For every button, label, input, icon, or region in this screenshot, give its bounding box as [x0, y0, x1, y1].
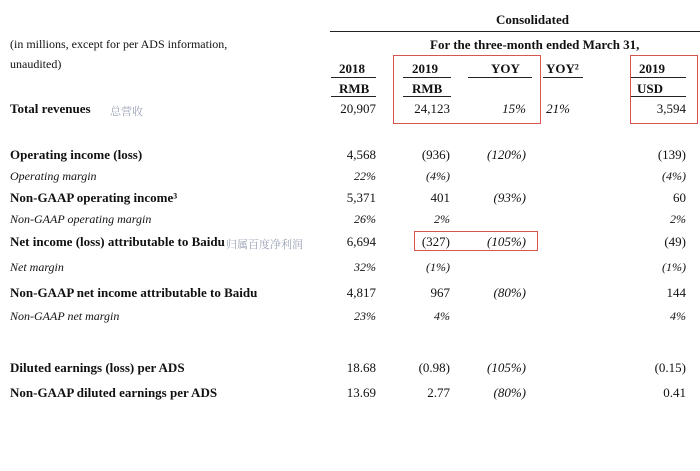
units-note-line1: (in millions, except for per ADS information, — [10, 37, 228, 51]
period-title: For the three-month ended March 31, — [430, 37, 640, 52]
cell-2018: 32% — [354, 260, 376, 274]
cell-2019: 2.77 — [427, 385, 450, 400]
cell-usd: (1%) — [662, 260, 686, 274]
cell-usd: 2% — [670, 212, 686, 226]
row-label-net-margin: Net margin — [10, 260, 64, 274]
cell-2018: 22% — [354, 169, 376, 183]
cell-yoy: (105%) — [487, 360, 526, 375]
col-yoy2: YOY² — [546, 61, 579, 76]
col-2019-currency: RMB — [412, 81, 443, 96]
underline-2018 — [331, 77, 376, 78]
cell-usd: (49) — [664, 234, 686, 249]
cell-2019: 4% — [434, 309, 450, 323]
cell-yoy: (80%) — [493, 385, 526, 400]
cell-usd: 60 — [673, 190, 686, 205]
cell-yoy: (80%) — [493, 285, 526, 300]
cell-usd: 0.41 — [663, 385, 686, 400]
col-usd-year: 2019 — [639, 61, 665, 76]
cell-yoy2: 21% — [546, 101, 570, 116]
cell-usd: (0.15) — [654, 360, 686, 375]
highlight-box-2019-rmb-yoy — [393, 55, 541, 124]
col-yoy: YOY — [491, 61, 520, 76]
row-label-nongaap-operating-income: Non-GAAP operating income³ — [10, 190, 178, 205]
row-label-net-income: Net income (loss) attributable to Baidu — [10, 234, 225, 249]
row-label-nongaap-diluted-eps: Non-GAAP diluted earnings per ADS — [10, 385, 218, 400]
cell-2018: 4,817 — [346, 285, 376, 300]
col-2019-year: 2019 — [412, 61, 438, 76]
cell-2019: (936) — [421, 147, 450, 162]
cell-2019: (1%) — [426, 260, 450, 274]
group-title: Consolidated — [496, 12, 569, 27]
col-2018-year: 2018 — [339, 61, 365, 76]
highlight-box-usd — [630, 55, 698, 124]
cell-2018: 4,568 — [346, 147, 376, 162]
cell-yoy: (93%) — [493, 190, 526, 205]
header-rule — [330, 31, 700, 32]
underline-2018-rmb — [331, 96, 376, 97]
cell-usd: (139) — [657, 147, 686, 162]
units-note-line2: unaudited) — [10, 57, 62, 71]
col-2018-currency: RMB — [339, 81, 370, 96]
cell-2019: 24,123 — [414, 101, 450, 116]
row-cn-total-revenues: 总营收 — [110, 105, 143, 118]
cell-usd: 4% — [670, 309, 686, 323]
row-label-operating-income: Operating income (loss) — [10, 147, 143, 162]
cell-2018: 20,907 — [340, 101, 376, 116]
cell-2018: 18.68 — [346, 360, 376, 375]
cell-2019: 401 — [430, 190, 450, 205]
row-label-total-revenues: Total revenues — [10, 101, 91, 116]
cell-yoy: (105%) — [487, 234, 526, 249]
row-label-operating-margin: Operating margin — [10, 169, 97, 183]
cell-2019: (327) — [421, 234, 450, 249]
cell-2018: 26% — [354, 212, 376, 226]
col-usd-currency: USD — [637, 81, 664, 96]
cell-usd: (4%) — [662, 169, 686, 183]
cell-yoy: (120%) — [487, 147, 526, 162]
row-label-diluted-eps: Diluted earnings (loss) per ADS — [10, 360, 185, 375]
cell-usd: 144 — [666, 285, 686, 300]
highlight-box-net-income — [414, 231, 538, 251]
cell-yoy: 15% — [502, 101, 526, 116]
cell-2019: 2% — [434, 212, 450, 226]
cell-2019: 967 — [430, 285, 450, 300]
cell-2018: 6,694 — [346, 234, 376, 249]
cell-2019: (0.98) — [418, 360, 450, 375]
underline-yoy2 — [543, 77, 583, 78]
cell-2018: 5,371 — [346, 190, 376, 205]
cell-2019: (4%) — [426, 169, 450, 183]
cell-2018: 13.69 — [346, 385, 376, 400]
row-label-nongaap-operating-margin: Non-GAAP operating margin — [10, 212, 152, 226]
cell-2018: 23% — [354, 309, 376, 323]
row-cn-net-income: 归属百度净利润 — [226, 238, 303, 251]
cell-usd: 3,594 — [656, 101, 686, 116]
row-label-nongaap-net-margin: Non-GAAP net margin — [10, 309, 120, 323]
row-label-nongaap-net-income: Non-GAAP net income attributable to Baidu — [10, 285, 258, 300]
